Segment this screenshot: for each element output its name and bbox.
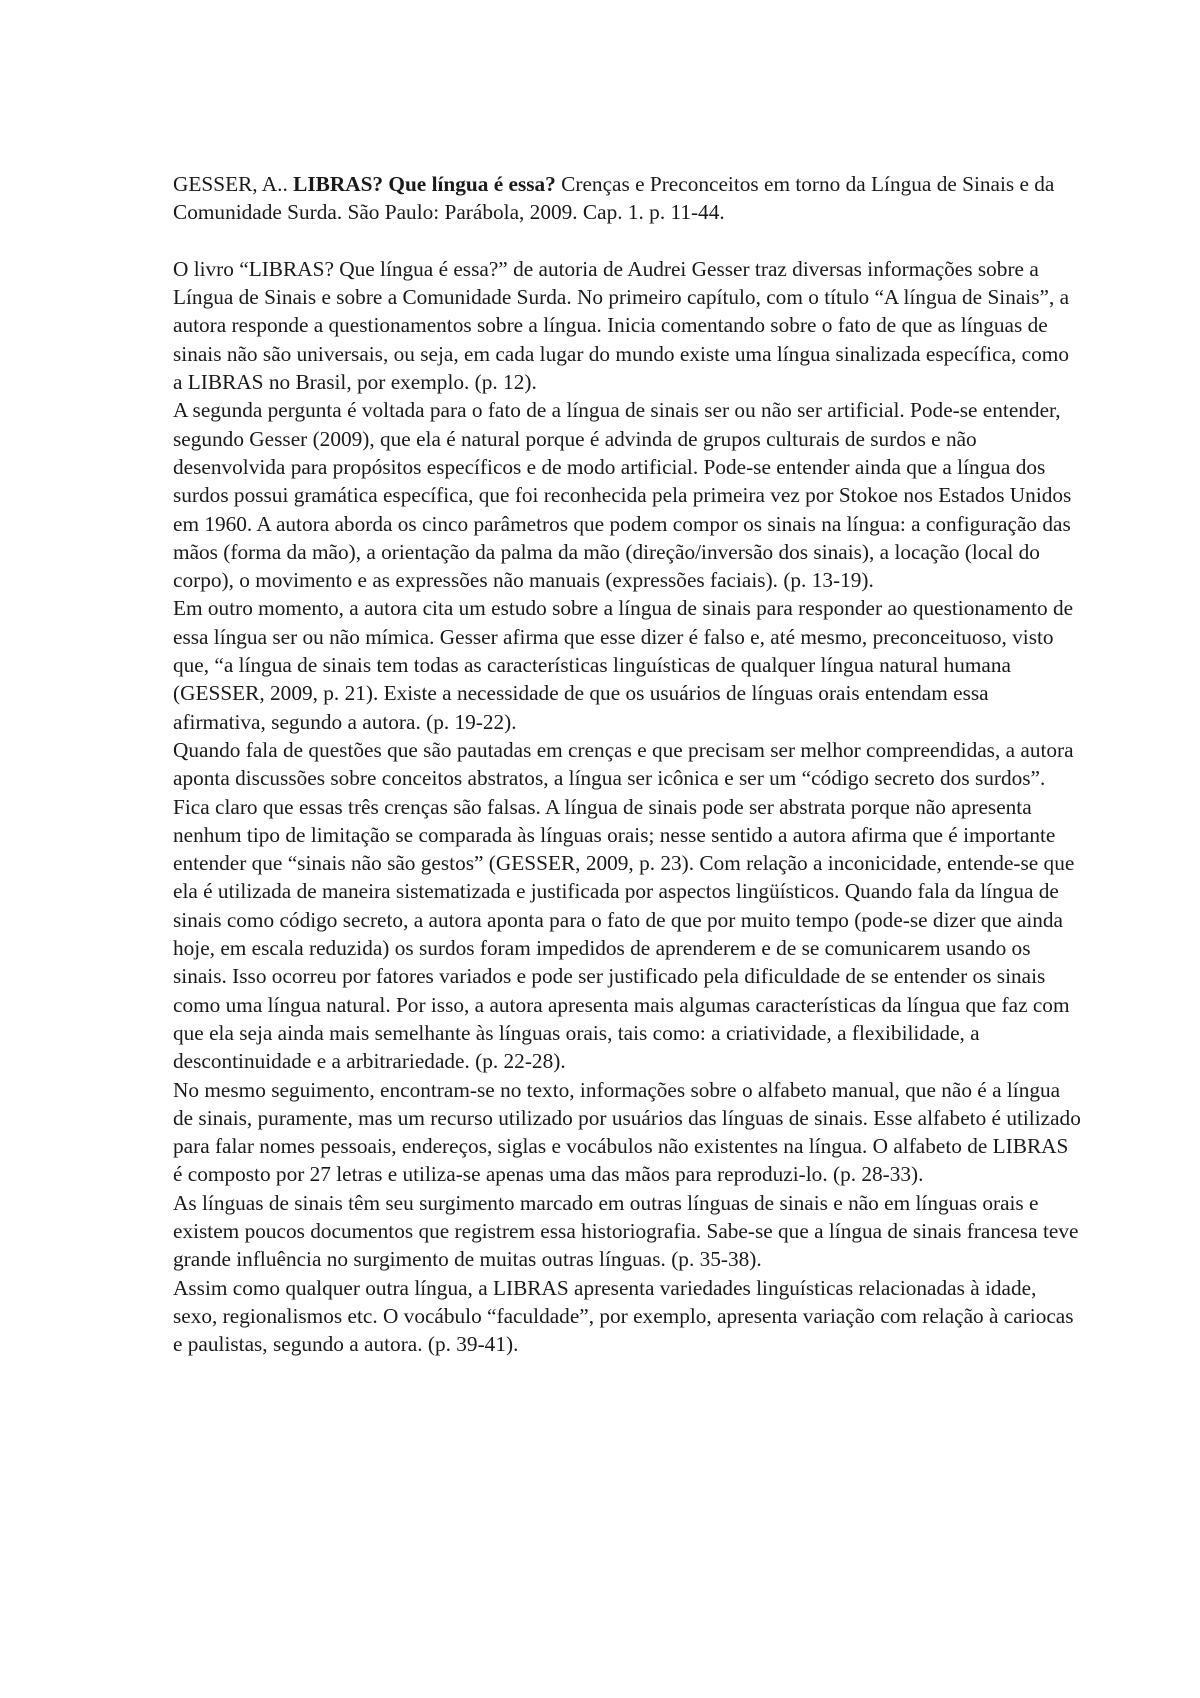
bibliographic-citation [173,170,1083,227]
citation-author: GESSER, A.. [173,172,294,196]
document-body [173,170,1083,1358]
citation-details: Crenças e Preconceitos em torno da Língua de Sinais e da Comunidade Surda. São Paulo: Parábola, 2009. Cap. 1. p. 11-44. [173,172,1055,225]
paragraph-variation: Assim como qualquer outra língua, a LIBRAS apresenta variedades linguísticas relacionadas à idade, sexo, regionalismos etc. O vocábulo “faculdade”, por exemplo, apresenta variação com relação à cariocas e paulistas, segundo a autora. (p. 39-41). [173,1275,1074,1357]
paragraph-introduction: O livro “LIBRAS? Que língua é essa?” de autoria de Audrei Gesser traz diversas informações sobre a Língua de Sinais e sobre a Comunidade Surda. No primeiro capítulo, com o título “A língua de Sinais”, a autora responde a questionamentos sobre a língua. Inicia comentando sobre o fato de que as línguas de sinais não são universais, ou seja, em cada lugar do mundo existe uma língua sinalizada específica, como a LIBRAS no Brasil, por exemplo. (p. 12). [173,256,1070,395]
paragraph-artificial-language: A segunda pergunta é voltada para o fato de a língua de sinais ser ou não ser artificial. Pode-se entender, segundo Gesser (2009), que ela é natural porque é advinda de grupos culturais de surdos e não desenvolvida para propósitos específicos e de modo artificial. Pode-se entender ainda que a língua dos surdos possui gramática específica, que foi reconhecida pela primeira vez por Stokoe nos Estados Unidos em 1960. A autora aborda os cinco parâmetros que podem compor os sinais na língua: a configuração das mãos (forma da mão), a orientação da palma da mão (direção/inversão dos sinais), a locação (local do corpo), o movimento e as expressões não manuais (expressões faciais). (p. 13-19). [173,398,1072,593]
citation-title: LIBRAS? Que língua é essa? [293,172,556,196]
paragraph-origins: As línguas de sinais têm seu surgimento marcado em outras línguas de sinais e não em línguas orais e existem poucos documentos que registrem essa historiografia. Sabe-se que a língua de sinais francesa teve grande influência no surgimento de muitas outras línguas. (p. 35-38). [173,1190,1079,1272]
paragraph-manual-alphabet: No mesmo seguimento, encontram-se no texto, informações sobre o alfabeto manual, que não é a língua de sinais, puramente, mas um recurso utilizado por usuários das línguas de sinais. Esse alfabeto é utilizado para falar nomes pessoais, endereços, siglas e vocábulos não existentes na língua. O alfabeto de LIBRAS é composto por 27 letras e utiliza-se apenas uma das mãos para reproduzi-lo. (p. 28-33). [173,1077,1081,1187]
paragraph-mimicry: Em outro momento, a autora cita um estudo sobre a língua de sinais para responder ao questionamento de essa língua ser ou não mímica. Gesser afirma que esse dizer é falso e, até mesmo, preconceituoso, visto que, “a língua de sinais tem todas as características linguísticas de qualquer língua natural humana (GESSER, 2009, p. 21). Existe a necessidade de que os usuários de línguas orais entendam essa afirmativa, segundo a autora. (p. 19-22). [173,596,1074,734]
paragraph-beliefs: Quando fala de questões que são pautadas em crenças e que precisam ser melhor compreendidas, a autora aponta discussões sobre conceitos abstratos, a língua ser icônica e ser um “código secreto dos surdos”. Fica claro que essas três crenças são falsas. A língua de sinais pode ser abstrata porque não apresenta nenhum tipo de limitação se comparada às línguas orais; nesse sentido a autora afirma que é importante entender que “sinais não são gestos” (GESSER, 2009, p. 23). Com relação a inconicidade, entende-se que ela é utilizada de maneira sistematizada e justificada por aspectos lingüísticos. Quando fala da língua de sinais como código secreto, a autora aponta para o fato de que por muito tempo (pode-se dizer que ainda hoje, em escala reduzida) os surdos foram impedidos de aprenderem e de se comunicarem usando os sinais. Isso ocorreu por fatores variados e pode ser justificado pela dificuldade de se entender os sinais como uma língua natural. Por isso, a autora apresenta mais algumas características da língua que faz com que ela seja ainda mais semelhante às línguas orais, tais como: a criatividade, a flexibilidade, a descontinuidade e a arbitrariedade. (p. 22-28). [173,737,1075,1074]
